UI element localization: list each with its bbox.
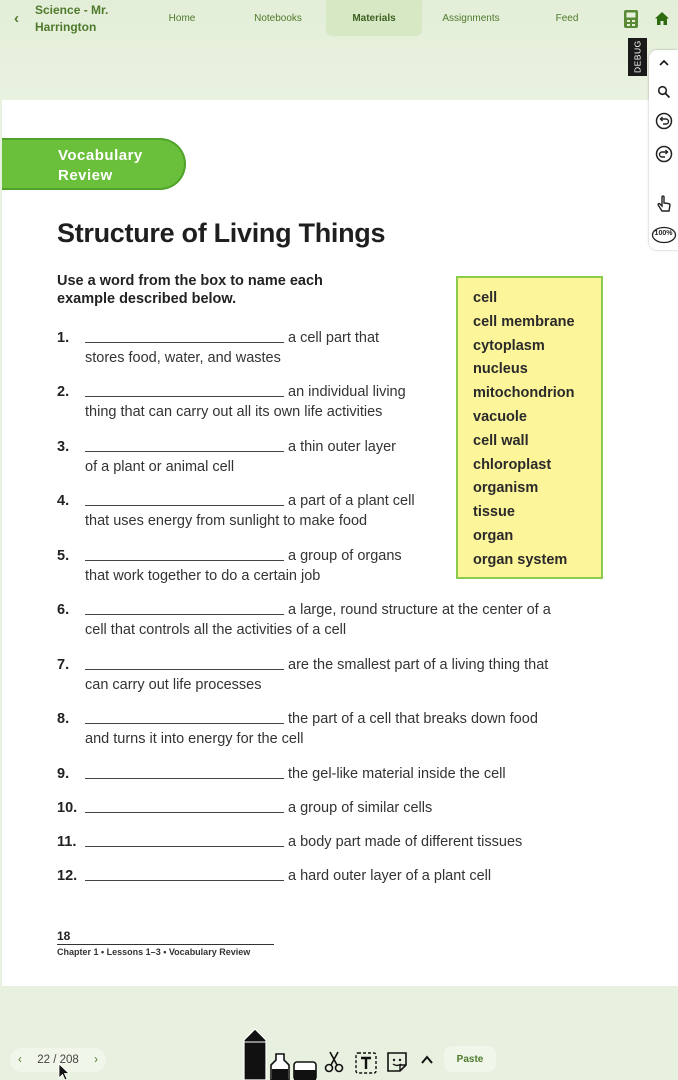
question-text-cont: can carry out life processes bbox=[85, 677, 262, 693]
vocabulary-review-tab bbox=[2, 138, 186, 190]
back-chevron-icon[interactable]: ‹ bbox=[14, 10, 19, 27]
answer-blank[interactable] bbox=[85, 614, 284, 615]
word-box-item: organ bbox=[473, 527, 514, 544]
nav-materials[interactable]: Materials bbox=[326, 0, 422, 36]
word-box-item: organism bbox=[473, 480, 539, 497]
home-icon[interactable] bbox=[654, 11, 670, 31]
collapse-up-icon[interactable] bbox=[649, 58, 678, 68]
question-text: are the smallest part of a living thing that bbox=[288, 657, 549, 673]
highlighter-tool-icon[interactable] bbox=[268, 1052, 292, 1080]
word-box-item: vacuole bbox=[473, 408, 527, 425]
question-text-cont: that work together to do a certain job bbox=[85, 568, 321, 584]
search-icon[interactable] bbox=[649, 85, 678, 99]
word-box-item: tissue bbox=[473, 504, 515, 521]
page-indicator[interactable]: 22 / 208 bbox=[37, 1054, 79, 1066]
worksheet-page bbox=[2, 100, 678, 986]
redo-icon[interactable] bbox=[649, 145, 678, 163]
nav-home[interactable]: Home bbox=[168, 12, 196, 24]
nav-feed[interactable]: Feed bbox=[555, 12, 579, 24]
question-number: 7. bbox=[57, 657, 70, 673]
vocabulary-review-label: Vocabulary Review bbox=[58, 147, 143, 184]
question-text: a group of organs bbox=[288, 548, 402, 564]
class-title[interactable]: Science - Mr. Harrington bbox=[35, 3, 109, 34]
answer-blank[interactable] bbox=[85, 880, 284, 881]
zoom-label: 100% bbox=[654, 230, 673, 237]
question-text: a body part made of different tissues bbox=[288, 834, 523, 850]
debug-label[interactable]: DEBUG bbox=[628, 38, 647, 76]
question-number: 3. bbox=[57, 439, 70, 455]
question-number: 8. bbox=[57, 711, 70, 727]
word-box-item: cell bbox=[473, 290, 498, 306]
word-box-item: nucleus bbox=[473, 361, 528, 378]
undo-icon[interactable] bbox=[649, 112, 678, 130]
question-text-cont: and turns it into energy for the cell bbox=[85, 731, 304, 747]
expand-tools-icon[interactable] bbox=[419, 1053, 435, 1072]
question-text-cont: stores food, water, and wastes bbox=[85, 350, 281, 366]
mouse-cursor-icon bbox=[58, 1063, 72, 1080]
right-toolbar bbox=[649, 50, 678, 250]
word-box bbox=[456, 276, 603, 579]
footer-divider bbox=[57, 944, 274, 945]
touch-pointer-icon[interactable] bbox=[649, 194, 678, 214]
answer-blank[interactable] bbox=[85, 778, 284, 779]
question-text: the part of a cell that breaks down food bbox=[288, 711, 538, 727]
previous-page-icon[interactable]: ‹ bbox=[18, 1054, 22, 1066]
text-tool-icon[interactable] bbox=[354, 1051, 378, 1080]
paste-button[interactable]: Paste bbox=[444, 1046, 496, 1072]
answer-blank[interactable] bbox=[85, 669, 284, 670]
zoom-level[interactable] bbox=[649, 226, 678, 244]
answer-blank[interactable] bbox=[85, 723, 284, 724]
question-number: 11. bbox=[57, 834, 77, 850]
answer-blank[interactable] bbox=[85, 560, 284, 561]
answer-blank[interactable] bbox=[85, 451, 284, 452]
eraser-tool-icon[interactable] bbox=[292, 1060, 318, 1080]
top-bar bbox=[0, 0, 678, 100]
question-text-cont: of a plant or animal cell bbox=[85, 459, 235, 475]
question-number: 9. bbox=[57, 766, 70, 782]
page-title: Structure of Living Things bbox=[57, 218, 386, 248]
word-box-item: mitochondrion bbox=[473, 385, 575, 402]
answer-blank[interactable] bbox=[85, 846, 284, 847]
word-box-item: cell membrane bbox=[473, 313, 575, 330]
nav-notebooks[interactable]: Notebooks bbox=[254, 12, 302, 24]
calculator-icon[interactable] bbox=[623, 9, 639, 34]
page-number: 18 bbox=[57, 929, 71, 943]
word-box-item: cytoplasm bbox=[473, 337, 545, 354]
word-box-item: cell wall bbox=[473, 432, 529, 449]
question-number: 5. bbox=[57, 548, 70, 564]
answer-blank[interactable] bbox=[85, 812, 284, 813]
answer-blank[interactable] bbox=[85, 396, 284, 397]
question-number: 2. bbox=[57, 384, 70, 400]
scissors-icon[interactable] bbox=[323, 1050, 345, 1079]
question-number: 6. bbox=[57, 602, 70, 618]
question-text: a part of a plant cell bbox=[288, 493, 415, 509]
question-text-cont: thing that can carry out all its own life activities bbox=[85, 404, 383, 420]
question-text: a thin outer layer bbox=[288, 439, 397, 455]
question-text: an individual living bbox=[288, 384, 406, 400]
instructions: Use a word from the box to name each example described below. bbox=[57, 273, 323, 307]
question-text: a group of similar cells bbox=[288, 800, 433, 816]
question-text: a large, round structure at the center of a bbox=[288, 602, 551, 618]
question-text-cont: cell that controls all the activities of a cell bbox=[85, 622, 347, 638]
question-number: 12. bbox=[57, 868, 78, 884]
next-page-icon[interactable]: › bbox=[94, 1054, 98, 1066]
marker-tool-icon[interactable] bbox=[242, 1028, 268, 1080]
question-number: 1. bbox=[57, 330, 70, 346]
nav-assignments[interactable]: Assignments bbox=[442, 12, 500, 24]
question-text: the gel-like material inside the cell bbox=[288, 766, 506, 782]
question-number: 4. bbox=[57, 493, 70, 509]
word-box-item: organ system bbox=[473, 551, 568, 568]
word-box-item: chloroplast bbox=[473, 456, 552, 473]
chapter-footer: Chapter 1 • Lessons 1–3 • Vocabulary Review bbox=[57, 947, 251, 957]
answer-blank[interactable] bbox=[85, 505, 284, 506]
question-text-cont: that uses energy from sunlight to make food bbox=[85, 513, 368, 529]
question-text: a cell part that bbox=[288, 330, 380, 346]
question-text: a hard outer layer of a plant cell bbox=[288, 868, 492, 884]
sticker-icon[interactable] bbox=[385, 1050, 409, 1079]
answer-blank[interactable] bbox=[85, 342, 284, 343]
question-number: 10. bbox=[57, 800, 78, 816]
